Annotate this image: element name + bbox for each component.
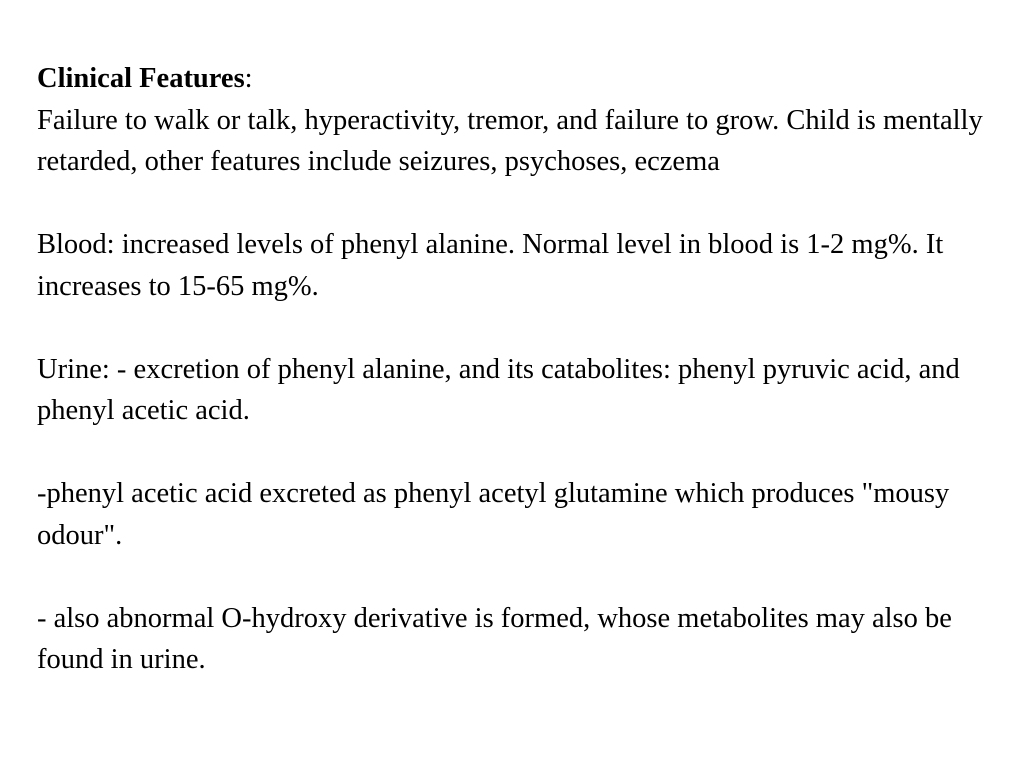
urine-paragraph: Urine: - excretion of phenyl alanine, and its catabolites: phenyl pyruvic acid, and phenyl acetic acid.: [37, 353, 960, 426]
paragraph-gap: [37, 183, 997, 225]
slide-heading: Clinical Features: [37, 63, 245, 94]
phenyl-acetic-acid-paragraph: -phenyl acetic acid excreted as phenyl acetyl glutamine which produces "mousy odour".: [37, 478, 950, 551]
paragraph-gap: [37, 556, 997, 598]
paragraph-gap: [37, 432, 997, 474]
heading-line: [37, 58, 997, 100]
clinical-features-paragraph: Failure to walk or talk, hyperactivity, tremor, and failure to grow. Child is mentally retarded, other features include seizures, psychoses, eczema: [37, 104, 983, 177]
heading-colon: :: [244, 63, 253, 94]
o-hydroxy-paragraph: - also abnormal O-hydroxy derivative is formed, whose metabolites may also be found in urine.: [37, 602, 952, 675]
slide-content: [37, 58, 997, 681]
paragraph-gap: [37, 307, 997, 349]
blood-paragraph: Blood: increased levels of phenyl alanine. Normal level in blood is 1-2 mg%. It increases to 15-65 mg%.: [37, 229, 944, 302]
